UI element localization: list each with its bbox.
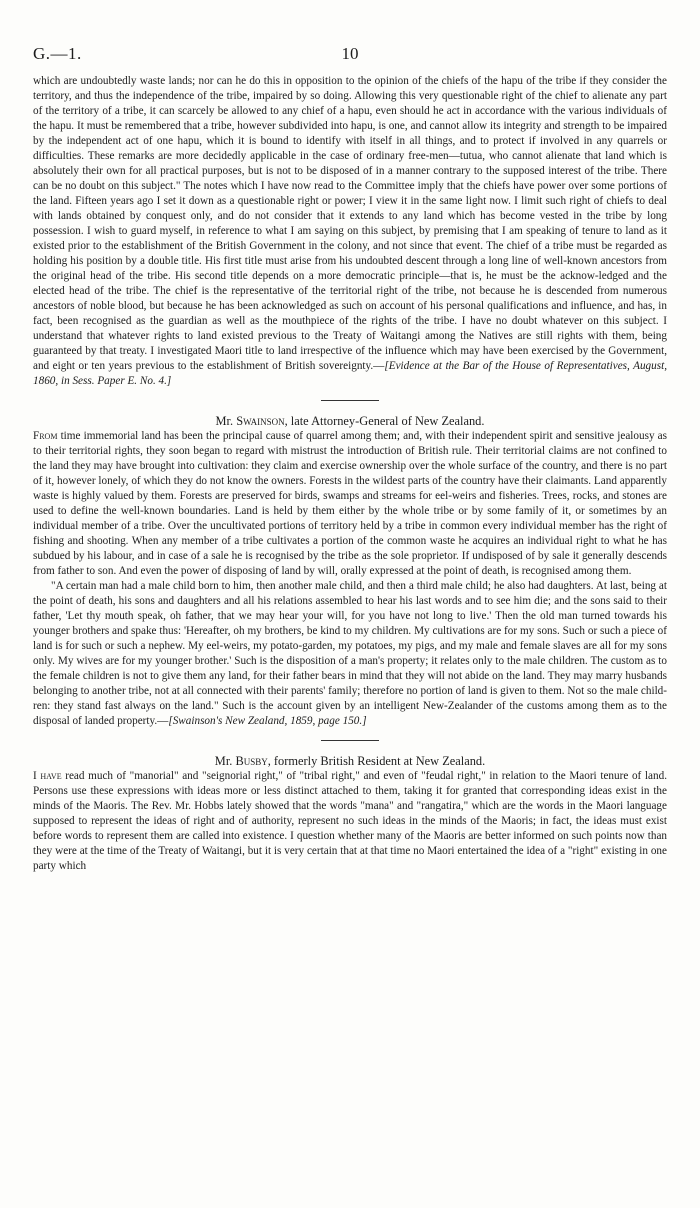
paragraph-text: time immemorial land has been the principal cause of quarrel among them; and, with their independent spirit and sensitive jealousy as to their territorial rights, they soon began to regard with mistrust the introduction of British rule. Their territorial claims are not confined to the land they may have brought into cultivation: they claim and exercise ownership over the whole surface of the country, and there is no part of it, however lonely, of which they do not know the owners. Forests in the wildest parts of the country have their claimants. Land apparently waste is highly valued by them. Forests are preserved for birds, swamps and streams for eel-weirs and fisheries. Trees, rocks, and stones are used to define the well-known boundaries. Land is held by them either by the whole tribe or by some family of it, or sometimes by an individual member of a tribe. Over the uncultivated portions of territory held by a tribe in common every individual member has the right of fishing and shooting. When any member of a tribe cultivates a portion of the common waste he acquires an individual right to what he has subdued by his labour, and in case of a sale he is recognised by the tribe as the sole proprietor. If undisposed of by sale it generally descends from father to son. And even the power of disposing of land by will, orally expressed at the point of death, is recognised among them.	[33, 430, 667, 577]
lead-word: From	[33, 430, 58, 442]
paragraph-continuation	[33, 74, 667, 389]
citation: [Swainson's New Zealand, 1859, page 150.]	[168, 715, 367, 727]
busby-paragraph-1	[33, 769, 667, 874]
page-number: 10	[341, 44, 359, 63]
section-divider	[321, 740, 379, 741]
paragraph-text: which are undoubtedly waste lands; nor can he do this in opposition to the opinion of the chiefs of the hapu of the tribe if they consider the territory, and thus the independence of the tribe, impaired by so doing. Allowing this very questionable right of the chief to alienate any part of the territory of a tribe, it can scarcely be allowed to any chief of a hapu, even should he act in accordance with the various individuals of the hapu. It must be remembered that a tribe, however subdivided into hapu, is one, and cannot allow its integrity and strength to be impaired by the independent act of one hapu, which it is bound to identify with itself in all things, and to protect if involved in any quarrels or difficulties. These remarks are more decidedly applicable in the case of ordinary free-men—tutua, who cannot alienate that land which is absolutely their own for all practical purposes, but is not to be disposed of in a manner contrary to the supposed interest of the tribe. There can be no doubt on this subject." The notes which I have now read to the Committee imply that the chiefs have power over some portions of the land. Fifteen years ago I set it down as a questionable right or power; I view it in the same light now. I limit such right of chiefs to deal with lands obtained by conquest only, and do not consider that it extends to any land which has become vested in the tribe by long possession. I wish to guard myself, in reference to what I am saying on this subject, by premising that I am speaking of tenure to land as it existed prior to the establishment of the British Government in the colony, and not since that event. The chief of a tribe must be regarded as holding his position by a double title. His first title must arise from his undoubted descent through a long line of well-known ancestors from the original head of the tribe. His second title depends on a more democratic principle—that is, he must be the acknow-ledged and the elected head of the tribe. The chief is the representative of the territorial right of the tribe, not because he is descended from numerous ancestors of noble blood, but because he has been acknowledged as such on account of his personal qualifications and influence, and has, in fact, been recognised as the guardian as well as the mouthpiece of the rights of the tribe. I have no doubt whatever on this subject. I understand that whatever rights to land existed previous to the Treaty of Waitangi among the Natives are still rights with them, being guaranteed by that treaty. I investigated Maori title to land irrespective of the influence which may have been exercised by the Government, and eight or ten years previous to the establishment of British sovereignty.—	[33, 75, 667, 372]
citation: [Evidence at the Bar of the House of Representatives, August, 1860, in Sess. Paper E. No. 4.]	[33, 360, 667, 387]
section-heading-busby: Mr. Busby, formerly British Resident at New Zealand.	[214, 754, 486, 768]
paragraph-text: "A certain man had a male child born to him, then another male child, and then a third male child; he also had daughters. At last, being at the point of death, his sons and daughters and all his relations assembled to hear his last words and to see him die; and the sons said to their father, 'Let thy mouth speak, oh father, that we may hear your will, for you have not long to live.' Then the old man turned towards his younger brothers and spake thus: 'Hereafter, oh my brothers, be kind to my children. My cultivations are for my sons. Such or such a piece of land is for such or such a nephew. My eel-weirs, my potato-garden, my potatoes, my pigs, and my male and female slaves are all for my sons only. My wives are for my younger brother.' Such is the disposition of a man's property; it relates only to the male children. The custom as to the female children is not to give them any land, for their father bears in mind that they will not abide on the land. They may marry husbands belonging to another tribe, not at all connected with their parents' family; therefore no portion of land is given to them. Not so the male child-ren: they stand fast always on the land." Such is the account given by an intelligent New-Zealander of the customs among them as to the disposal of landed property.—	[33, 580, 667, 727]
page-header	[33, 44, 667, 68]
swainson-paragraph-2	[33, 579, 667, 729]
document-reference: G.—1.	[33, 44, 82, 63]
paragraph-text: read much of "manorial" and "seignorial right," of "tribal right," and even of "feudal right," in relation to the Maori tenure of land. Persons use these expressions with ideas more or less distinct attached to them, taking it for granted that corresponding ideas exist in the minds of the Maoris. The Rev. Mr. Hobbs lately showed that the words "mana" and "rangatira," which are the words in the Maori language supposed to represent the ideas of right and of authority, represent no such ideas in the minds of the Maoris; in fact, the ideas must exist before words to represent them are called into existence. I question whether many of the Maoris are better informed on such points now than they were at the time of the Treaty of Waitangi, but it is very certain that at that time no Maori entertained the idea of a "right" existing in one party which	[33, 770, 667, 872]
document-body	[33, 74, 667, 874]
lead-word: I have	[33, 770, 62, 782]
section-divider	[321, 400, 379, 401]
swainson-paragraph-1	[33, 429, 667, 579]
section-heading-swainson: Mr. Swainson, late Attorney-General of New Zealand.	[215, 414, 485, 428]
